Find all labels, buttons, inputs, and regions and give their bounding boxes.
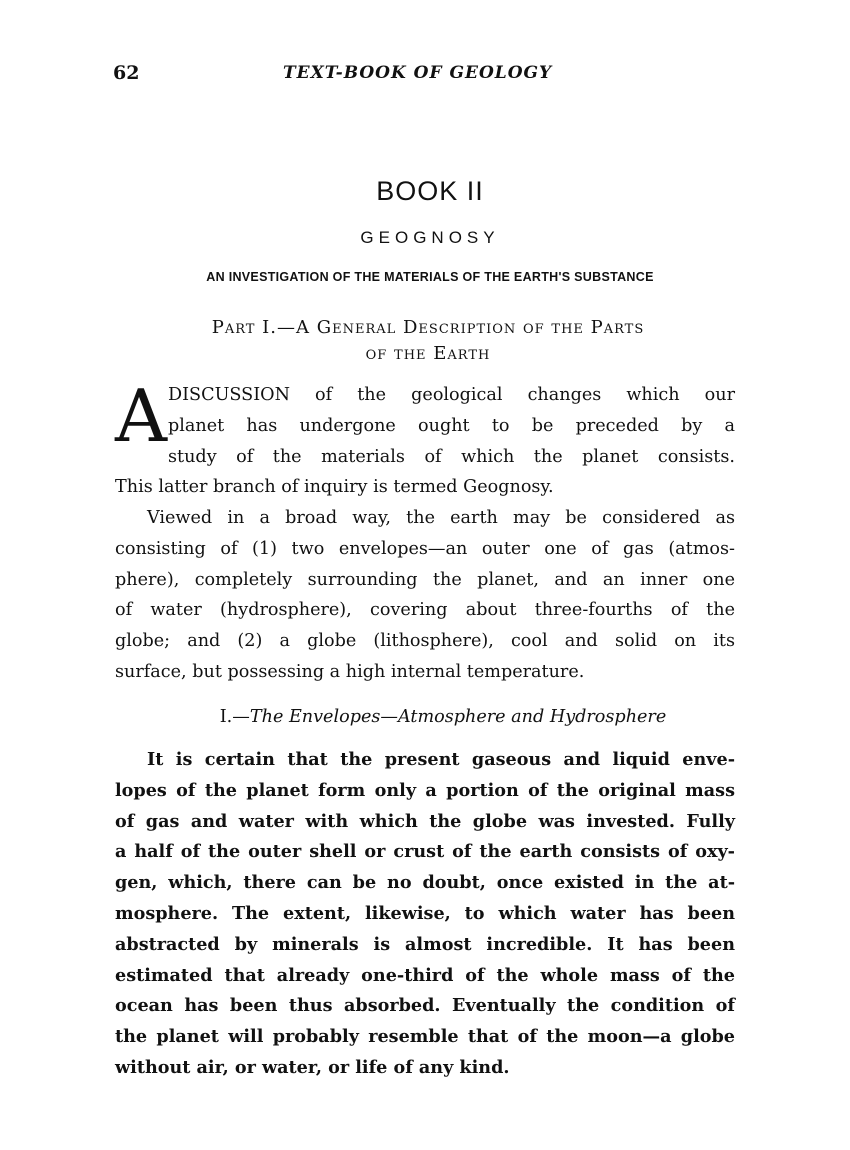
section-heading xyxy=(113,707,733,727)
paragraph-line: It is certain that the present gaseous and liquid enve- xyxy=(147,749,735,770)
paragraph-line: phere), completely surrounding the planet, and an inner one xyxy=(115,569,735,590)
page-number: 62 xyxy=(113,62,140,84)
paragraph-envelopes xyxy=(115,745,735,1084)
paragraph-line: ocean has been thus absorbed. Eventually the condition of xyxy=(115,995,735,1017)
paragraph-line: gen, which, there can be no doubt, once existed in the at- xyxy=(115,872,735,894)
part-heading xyxy=(113,315,733,367)
paragraph-line: This latter branch of inquiry is termed Geognosy. xyxy=(115,477,554,498)
paragraph-line: mosphere. The extent, likewise, to which water has been xyxy=(115,902,735,924)
section-title: The Envelopes—Atmosphere and Hydrosphere xyxy=(249,707,667,727)
paragraph-line: lopes of the planet form only a portion of the original mass xyxy=(115,779,735,801)
paragraph-line: globe; and (2) a globe (lithosphere), cool and solid on its xyxy=(115,631,735,652)
part-heading-line: of the Earth xyxy=(365,343,491,364)
paragraph-line: of water (hydrosphere), covering about three-fourths of the xyxy=(115,600,735,621)
drop-cap: A xyxy=(115,374,167,458)
paragraph-line: the planet will probably resemble that of the moon—a globe xyxy=(115,1026,735,1048)
paragraph-line: abstracted by minerals is almost incredible. It has been xyxy=(115,933,735,955)
paragraph-line: without air, or water, or life of any kind. xyxy=(115,1056,510,1078)
paragraph-line: a half of the outer shell or crust of the earth consists of oxy- xyxy=(115,841,735,863)
paragraph-line: Viewed in a broad way, the earth may be considered as xyxy=(147,508,735,528)
paragraph-line: of gas and water with which the globe was invested. Fully xyxy=(115,810,735,832)
paragraph-line: DISCUSSION of the geological changes which our xyxy=(168,385,735,405)
book-subtitle: GEOGNOSY xyxy=(360,228,500,247)
paragraph-line: estimated that already one-third of the whole mass of the xyxy=(115,964,735,986)
running-head xyxy=(113,62,733,88)
paragraph-viewed xyxy=(115,503,735,688)
paragraph-line: study of the materials of which the planet consists. xyxy=(168,446,735,467)
part-heading-line: Part I.—A General Description of the Parts xyxy=(211,317,645,338)
section-number: I.— xyxy=(219,707,250,727)
running-title: TEXT-BOOK OF GEOLOGY xyxy=(283,63,553,83)
paragraph-line: consisting of (1) two envelopes—an outer one of gas (atmos- xyxy=(115,538,735,559)
book-title: BOOK II xyxy=(376,176,484,206)
paragraph-intro xyxy=(115,374,735,503)
paragraph-line: surface, but possessing a high internal temperature. xyxy=(115,661,585,682)
paragraph-line: planet has undergone ought to be preceded by a xyxy=(168,415,735,436)
book-description: AN INVESTIGATION OF THE MATERIALS OF THE EARTH'S SUBSTANCE xyxy=(206,270,654,284)
